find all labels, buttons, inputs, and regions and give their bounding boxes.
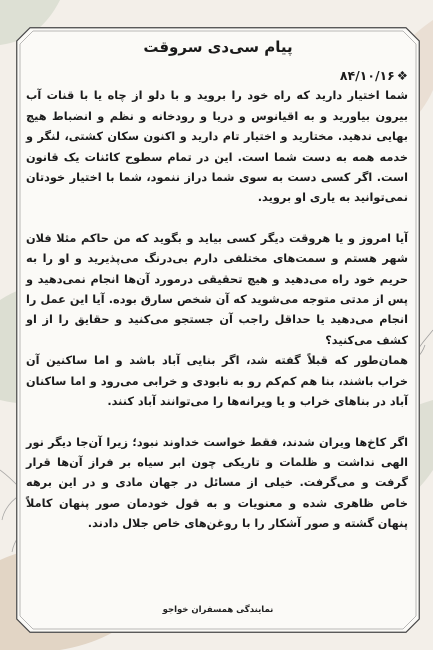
paragraph-4: اگر کاخ‌ها ویران شدند، فقط خواست خداوند نبود؛ زیرا آن‌جا دیگر نور الهی نداشت و ظلمات و تاریکی چون ابر سیاه بر فراز آن‌ها قرار گرفت و می‌گرفت. خیلی از مسائل در جهان مادی و در این برهه خاص ظاهری شده و معنویات و به قول خودمان صور پنهان کاملاً پنهان گشته و صور آشکار را با روغن‌های خاص جلال دادند. (26, 435, 408, 531)
message-date: ۸۴/۱۰/۱۶ (339, 68, 395, 83)
footer-signature: نمایندگی همسفران خواجو (162, 605, 274, 615)
paragraph-spacer (26, 209, 408, 229)
diamond-bullet-icon: ❖ (396, 68, 408, 83)
date-line (26, 66, 408, 86)
paragraph-spacer (26, 413, 408, 433)
paragraph-1: شما اختیار دارید که راه خود را بروید و با دلو از چاه یا با قنات آب بیرون بیاورید و به اقیانوس و دریا و رودخانه و نظم و انضباط هیچ بهایی ندهید. مختارید و اختیار تام دارید و اکنون سکان کشتی، لنگر و خدمه همه به دست شما است. این در تمام سطوح کائنات یک قانون است. اگر کسی دست به سوی شما دراز ننمود، شما با اختیار خودتان نمی‌توانید به یاری او بروید. (26, 89, 408, 205)
paragraph-2: آیا امروز و یا هروقت دیگر کسی بیاید و بگوید که من حاکم مثلا فلان شهر هستم و سمت‌های مختلفی دارم بی‌درنگ می‌پذیرید و او را به حریم خود راه می‌دهید و هیچ تحقیقی درمورد آن‌ها انجام نمی‌دهید و پس از مدتی متوجه می‌شوید که آن شخص سارق بوده. آیا این عمل را انجام می‌دهید یا حداقل راجب آن جستجو می‌کنید و حقایق را از او کشف می‌کنید؟ (26, 231, 408, 347)
paragraph-3: همان‌طور که قبلاً گفته شد، اگر بنایی آباد باشد و اما ساکنین آن خراب باشند، بنا هم کم‌کم رو به نابودی و خرابی می‌رود و اما ساکنان آباد در بناهای خراب و یا ویرانه‌ها را می‌توانند آباد کنند. (26, 354, 408, 409)
message-body (26, 66, 408, 535)
page-title: پیام سی‌دی سروقت (143, 38, 293, 56)
